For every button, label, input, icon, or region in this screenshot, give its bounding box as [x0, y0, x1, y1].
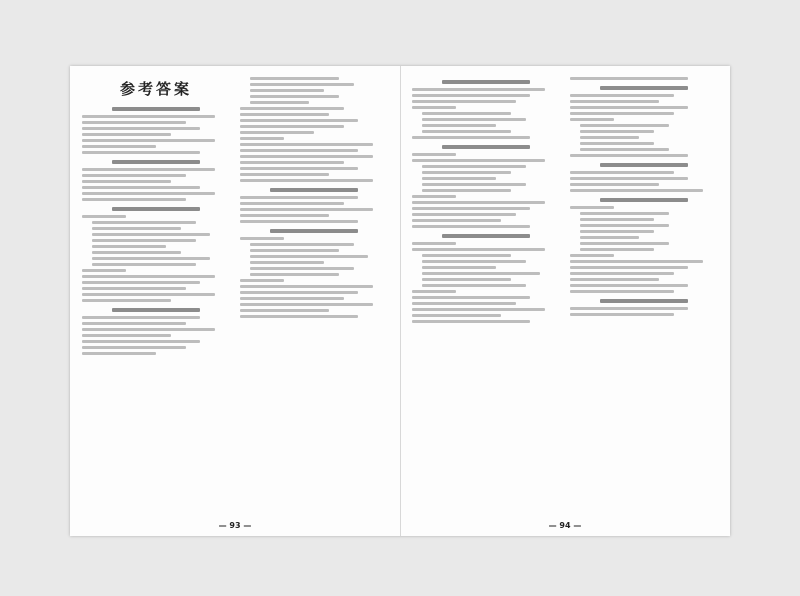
section-heading	[442, 80, 531, 84]
text-line	[240, 202, 344, 205]
text-line	[570, 154, 688, 157]
text-line	[412, 213, 516, 216]
text-line	[92, 221, 196, 224]
text-line	[570, 284, 688, 287]
text-line	[250, 267, 354, 270]
text-line	[240, 155, 373, 158]
text-line	[422, 272, 540, 275]
text-line	[580, 142, 654, 145]
text-line	[570, 260, 703, 263]
text-line	[570, 290, 674, 293]
text-line	[240, 149, 358, 152]
text-line	[240, 107, 344, 110]
text-line	[82, 322, 186, 325]
text-line	[250, 243, 354, 246]
section-heading	[600, 86, 689, 90]
text-line	[250, 255, 368, 258]
text-line	[412, 207, 530, 210]
text-line	[240, 179, 373, 182]
text-line	[422, 189, 511, 192]
text-line	[422, 171, 511, 174]
section-heading	[112, 107, 201, 111]
left-page-column-1	[82, 74, 230, 510]
text-line	[240, 143, 373, 146]
text-line	[570, 106, 688, 109]
text-line	[570, 94, 674, 97]
text-line	[422, 165, 526, 168]
text-line	[570, 77, 688, 80]
text-line	[240, 125, 344, 128]
text-line	[570, 112, 674, 115]
text-line	[570, 278, 659, 281]
text-line	[82, 180, 171, 183]
text-line	[422, 284, 526, 287]
text-line	[240, 303, 373, 306]
text-line	[92, 233, 210, 236]
text-line	[82, 133, 171, 136]
section-heading	[442, 234, 531, 238]
text-line	[570, 177, 688, 180]
text-line	[240, 220, 358, 223]
text-line	[250, 261, 324, 264]
text-line	[570, 189, 703, 192]
text-line	[580, 136, 639, 139]
text-line	[570, 313, 674, 316]
text-line	[570, 183, 659, 186]
text-line	[412, 308, 545, 311]
text-line	[82, 275, 215, 278]
text-line	[240, 173, 329, 176]
text-line	[82, 186, 200, 189]
text-line	[250, 77, 339, 80]
text-line	[570, 118, 614, 121]
text-line	[412, 248, 545, 251]
text-line	[82, 127, 200, 130]
text-line	[412, 296, 530, 299]
text-line	[240, 119, 358, 122]
text-line	[412, 195, 456, 198]
text-line	[82, 198, 186, 201]
text-line	[422, 278, 511, 281]
text-line	[82, 192, 215, 195]
text-line	[412, 320, 530, 323]
text-line	[412, 302, 516, 305]
answer-key-spread	[70, 66, 730, 536]
text-line	[92, 251, 181, 254]
text-line	[580, 248, 654, 251]
page-number: — 93 —	[218, 521, 252, 530]
text-line	[82, 316, 200, 319]
text-line	[250, 95, 339, 98]
text-line	[240, 167, 358, 170]
text-line	[570, 266, 688, 269]
text-line	[82, 352, 156, 355]
text-line	[82, 168, 215, 171]
section-heading	[112, 308, 201, 312]
text-line	[240, 309, 329, 312]
text-line	[412, 290, 456, 293]
text-line	[92, 239, 196, 242]
text-line	[412, 225, 530, 228]
text-line	[250, 101, 309, 104]
text-line	[412, 219, 501, 222]
section-heading	[112, 160, 201, 164]
text-line	[240, 297, 344, 300]
text-line	[240, 315, 358, 318]
text-line	[580, 212, 669, 215]
text-line	[570, 272, 674, 275]
text-line	[412, 159, 545, 162]
text-line	[240, 214, 329, 217]
text-line	[240, 113, 329, 116]
text-line	[250, 83, 354, 86]
text-line	[82, 121, 186, 124]
right-page-column-2	[570, 74, 718, 510]
text-line	[422, 124, 496, 127]
text-line	[422, 260, 526, 263]
text-line	[422, 183, 526, 186]
text-line	[412, 94, 530, 97]
text-line	[422, 130, 511, 133]
text-line	[412, 106, 456, 109]
text-line	[580, 242, 669, 245]
text-line	[240, 208, 373, 211]
page-title: 参考答案	[119, 80, 192, 98]
text-line	[412, 242, 456, 245]
text-line	[240, 237, 284, 240]
page-number: — 94 —	[548, 521, 582, 530]
text-line	[82, 328, 215, 331]
section-heading	[270, 229, 359, 233]
text-line	[82, 115, 215, 118]
text-line	[82, 151, 200, 154]
text-line	[250, 89, 324, 92]
text-line	[570, 171, 674, 174]
text-line	[570, 254, 614, 257]
text-line	[82, 145, 156, 148]
text-line	[580, 218, 654, 221]
text-line	[240, 131, 314, 134]
text-line	[580, 148, 669, 151]
text-line	[422, 177, 496, 180]
right-page-column-1	[412, 74, 560, 510]
text-line	[82, 215, 126, 218]
left-page	[70, 66, 401, 536]
text-line	[250, 273, 339, 276]
text-line	[580, 124, 669, 127]
text-line	[82, 269, 126, 272]
section-heading	[600, 198, 689, 202]
text-line	[240, 161, 344, 164]
text-line	[580, 230, 654, 233]
text-line	[422, 118, 526, 121]
text-line	[82, 174, 186, 177]
text-line	[92, 245, 166, 248]
text-line	[240, 285, 373, 288]
text-line	[412, 88, 545, 91]
text-line	[570, 307, 688, 310]
section-heading	[112, 207, 201, 211]
text-line	[92, 263, 196, 266]
text-line	[412, 100, 516, 103]
section-heading	[270, 188, 359, 192]
text-line	[240, 279, 284, 282]
right-page	[400, 66, 730, 536]
text-line	[82, 281, 200, 284]
text-line	[250, 249, 339, 252]
text-line	[580, 224, 669, 227]
text-line	[82, 346, 186, 349]
left-page-column-2	[240, 74, 388, 510]
section-heading	[442, 145, 531, 149]
section-heading	[600, 299, 689, 303]
section-heading	[600, 163, 689, 167]
text-line	[92, 227, 181, 230]
text-line	[580, 130, 654, 133]
text-line	[82, 287, 186, 290]
text-line	[580, 236, 639, 239]
text-line	[412, 314, 501, 317]
text-line	[412, 153, 456, 156]
text-line	[412, 136, 530, 139]
text-line	[82, 299, 171, 302]
text-line	[422, 266, 496, 269]
text-line	[82, 293, 215, 296]
text-line	[92, 257, 210, 260]
text-line	[422, 254, 511, 257]
text-line	[82, 340, 200, 343]
text-line	[240, 291, 358, 294]
text-line	[240, 196, 358, 199]
text-line	[570, 100, 659, 103]
text-line	[82, 139, 215, 142]
text-line	[412, 201, 545, 204]
text-line	[422, 112, 511, 115]
text-line	[570, 206, 614, 209]
text-line	[240, 137, 284, 140]
text-line	[82, 334, 171, 337]
